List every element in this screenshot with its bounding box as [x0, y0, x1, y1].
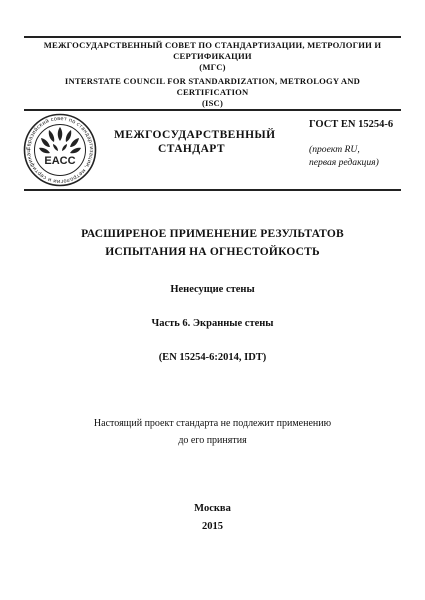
logo-ring-text: Евразийский совет по стандартизации, метрологии и сертификац	[25, 115, 95, 185]
council-en-line2: CERTIFICATION	[176, 87, 249, 97]
document-subtitle: Ненесущие стены	[170, 284, 255, 295]
draft-note-line2: первая редакция)	[309, 157, 379, 168]
draft-note-line1: (проект RU,	[309, 144, 360, 155]
logo-text: EACC	[44, 155, 76, 167]
document-reference: (EN 15254-6:2014, IDT)	[158, 352, 267, 363]
notice-line1: Настоящий проект стандарта не подлежит применению	[93, 418, 332, 429]
council-en-line1: INTERSTATE COUNCIL FOR STANDARDIZATION, METROLOGY AND	[64, 76, 361, 86]
council-ru-line2: СЕРТИФИКАЦИИ	[173, 51, 252, 61]
publication-city: Москва	[194, 503, 231, 514]
document-title-line2: ИСПЫТАНИЯ НА ОГНЕСТОЙКОСТЬ	[105, 246, 320, 258]
header-rule	[24, 109, 401, 111]
notice-line2: до его принятия	[178, 435, 247, 446]
top-rule	[24, 36, 401, 38]
standard-code: ГОСТ EN 15254-6	[309, 119, 394, 130]
publication-year: 2015	[202, 521, 223, 532]
eacc-emblem-icon	[23, 113, 97, 187]
standard-kind-line2: СТАНДАРТ	[158, 143, 225, 155]
council-ru-line1: МЕЖГОСУДАРСТВЕННЫЙ СОВЕТ ПО СТАНДАРТИЗАЦИИ, МЕТРОЛОГИИ И	[43, 40, 382, 50]
council-ru-abbr: (МГС)	[199, 62, 226, 72]
logo-block-rule	[24, 189, 401, 191]
council-en-abbr: (ISC)	[201, 98, 224, 108]
standard-kind-line1: МЕЖГОСУДАРСТВЕННЫЙ	[114, 129, 276, 141]
document-part: Часть 6. Экранные стены	[151, 318, 274, 329]
document-title-line1: РАСШИРЕНОЕ ПРИМЕНЕНИЕ РЕЗУЛЬТАТОВ	[81, 228, 344, 240]
